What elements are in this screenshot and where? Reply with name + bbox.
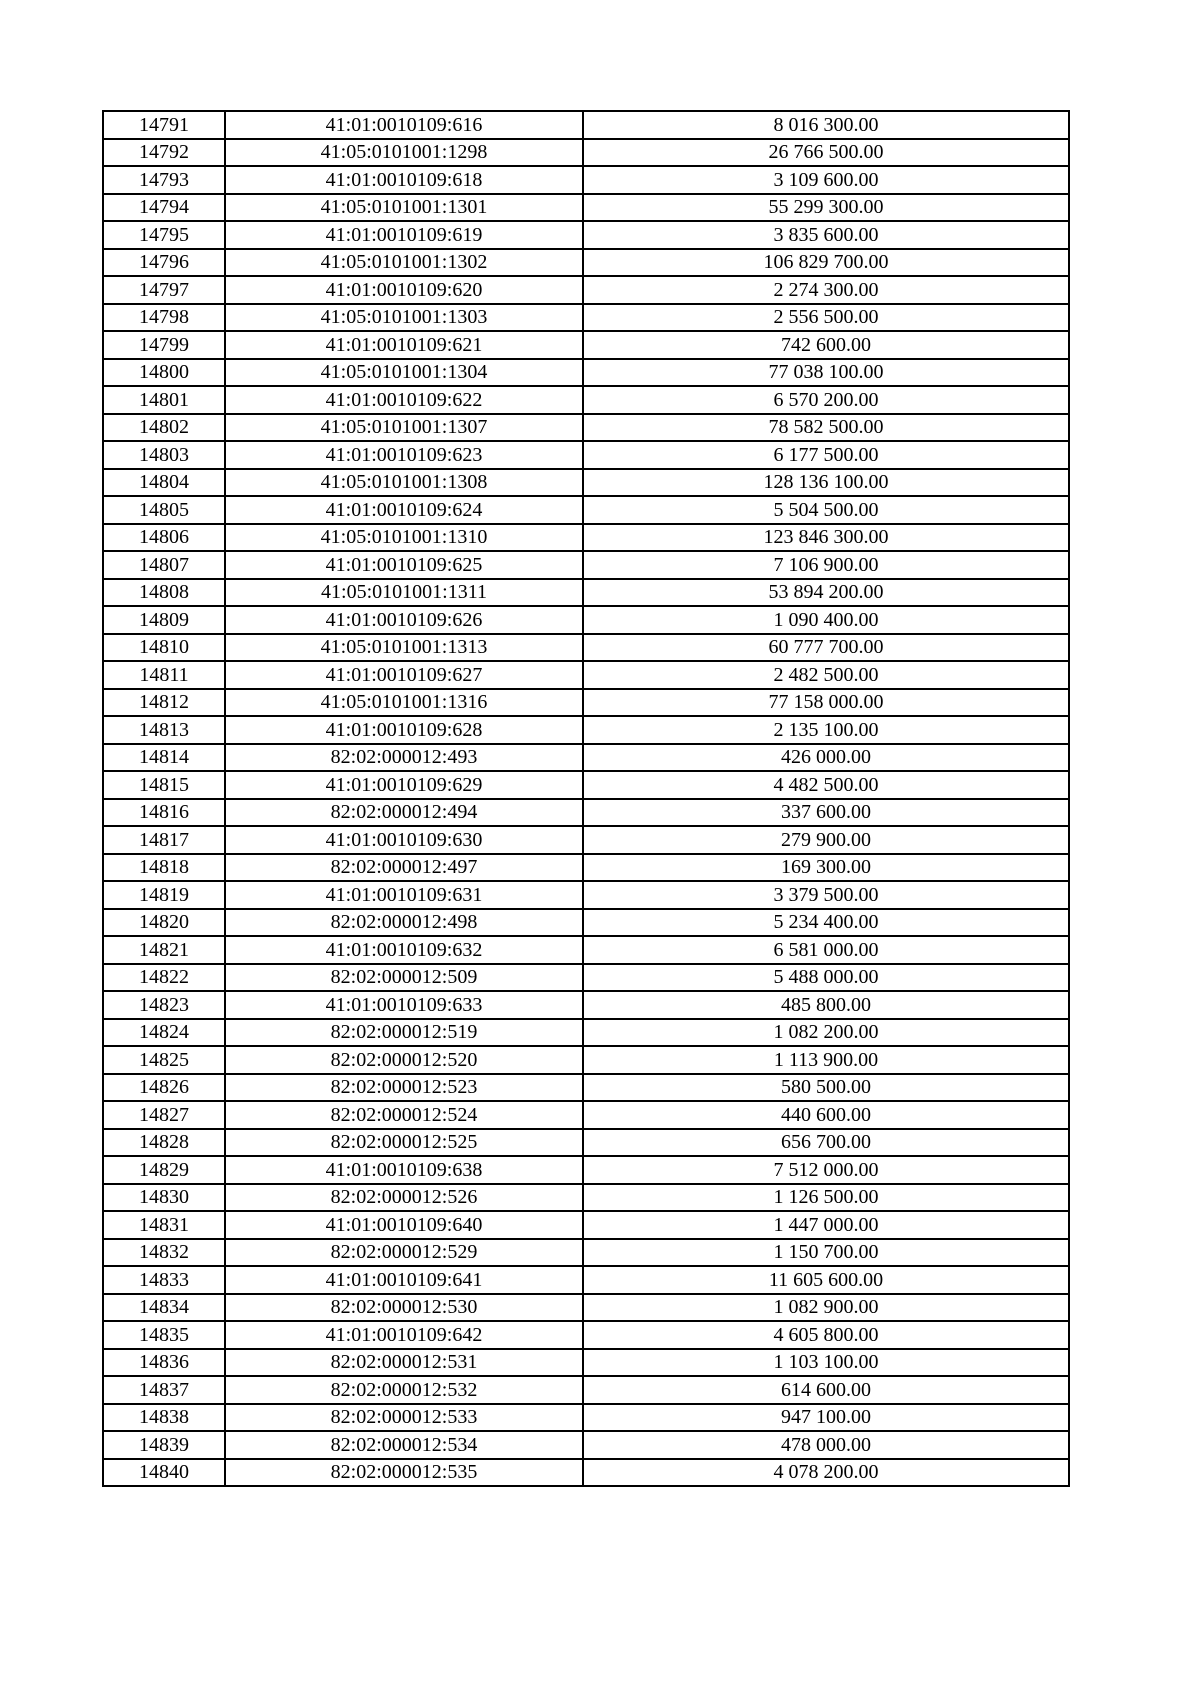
cadastral-number-cell: 41:01:0010109:627	[225, 661, 583, 689]
cadastral-number-cell: 82:02:000012:532	[225, 1376, 583, 1404]
cadastral-number-cell: 82:02:000012:530	[225, 1294, 583, 1322]
cadastral-value-cell: 1 150 700.00	[583, 1239, 1069, 1267]
table-row	[103, 744, 1069, 772]
cadastral-value-cell: 5 504 500.00	[583, 496, 1069, 524]
table-row	[103, 386, 1069, 414]
cadastral-number-cell: 41:01:0010109:642	[225, 1321, 583, 1349]
cadastral-number-cell: 41:01:0010109:616	[225, 111, 583, 139]
cadastral-number-cell: 41:01:0010109:629	[225, 771, 583, 799]
table-row	[103, 1019, 1069, 1047]
cadastral-value-cell: 26 766 500.00	[583, 139, 1069, 167]
row-number-cell: 14840	[103, 1459, 225, 1487]
row-number-cell: 14809	[103, 606, 225, 634]
table-body	[103, 111, 1069, 1486]
cadastral-value-cell: 6 581 000.00	[583, 936, 1069, 964]
cadastral-number-cell: 41:01:0010109:632	[225, 936, 583, 964]
cadastral-number-cell: 82:02:000012:525	[225, 1129, 583, 1157]
cadastral-number-cell: 41:05:0101001:1298	[225, 139, 583, 167]
row-number-cell: 14799	[103, 331, 225, 359]
cadastral-value-cell: 106 829 700.00	[583, 249, 1069, 277]
row-number-cell: 14832	[103, 1239, 225, 1267]
table-row	[103, 441, 1069, 469]
cadastral-number-cell: 41:01:0010109:621	[225, 331, 583, 359]
table-row	[103, 606, 1069, 634]
cadastral-value-cell: 60 777 700.00	[583, 634, 1069, 662]
row-number-cell: 14800	[103, 359, 225, 387]
row-number-cell: 14815	[103, 771, 225, 799]
row-number-cell: 14831	[103, 1211, 225, 1239]
table-row	[103, 1376, 1069, 1404]
cadastral-number-cell: 41:05:0101001:1303	[225, 304, 583, 332]
cadastral-number-cell: 41:05:0101001:1313	[225, 634, 583, 662]
cadastral-number-cell: 41:05:0101001:1316	[225, 689, 583, 717]
cadastral-value-cell: 1 126 500.00	[583, 1184, 1069, 1212]
table-row	[103, 964, 1069, 992]
cadastral-value-cell: 1 082 900.00	[583, 1294, 1069, 1322]
cadastral-number-cell: 41:05:0101001:1311	[225, 579, 583, 607]
cadastral-number-cell: 41:01:0010109:631	[225, 881, 583, 909]
cadastral-number-cell: 82:02:000012:519	[225, 1019, 583, 1047]
cadastral-value-cell: 478 000.00	[583, 1431, 1069, 1459]
cadastral-value-cell: 1 113 900.00	[583, 1046, 1069, 1074]
table-row	[103, 496, 1069, 524]
row-number-cell: 14834	[103, 1294, 225, 1322]
cadastral-number-cell: 82:02:000012:529	[225, 1239, 583, 1267]
cadastral-number-cell: 82:02:000012:531	[225, 1349, 583, 1377]
table-row	[103, 1239, 1069, 1267]
cadastral-number-cell: 41:01:0010109:626	[225, 606, 583, 634]
cadastral-value-cell: 1 090 400.00	[583, 606, 1069, 634]
cadastral-value-cell: 8 016 300.00	[583, 111, 1069, 139]
row-number-cell: 14830	[103, 1184, 225, 1212]
table-row	[103, 1459, 1069, 1487]
table-row	[103, 826, 1069, 854]
cadastral-value-cell: 5 234 400.00	[583, 909, 1069, 937]
cadastral-number-cell: 41:01:0010109:638	[225, 1156, 583, 1184]
table-row	[103, 1156, 1069, 1184]
cadastral-value-cell: 2 482 500.00	[583, 661, 1069, 689]
row-number-cell: 14820	[103, 909, 225, 937]
cadastral-number-cell: 41:01:0010109:622	[225, 386, 583, 414]
row-number-cell: 14791	[103, 111, 225, 139]
row-number-cell: 14802	[103, 414, 225, 442]
cadastral-value-cell: 4 482 500.00	[583, 771, 1069, 799]
cadastral-value-cell: 123 846 300.00	[583, 524, 1069, 552]
cadastral-number-cell: 41:05:0101001:1302	[225, 249, 583, 277]
table-row	[103, 689, 1069, 717]
cadastral-number-cell: 41:01:0010109:641	[225, 1266, 583, 1294]
cadastral-value-cell: 614 600.00	[583, 1376, 1069, 1404]
cadastral-number-cell: 82:02:000012:534	[225, 1431, 583, 1459]
cadastral-number-cell: 82:02:000012:497	[225, 854, 583, 882]
table-row	[103, 634, 1069, 662]
row-number-cell: 14794	[103, 194, 225, 222]
table-row	[103, 1404, 1069, 1432]
table-row	[103, 1349, 1069, 1377]
cadastral-number-cell: 82:02:000012:533	[225, 1404, 583, 1432]
row-number-cell: 14837	[103, 1376, 225, 1404]
row-number-cell: 14798	[103, 304, 225, 332]
row-number-cell: 14838	[103, 1404, 225, 1432]
table-row	[103, 799, 1069, 827]
row-number-cell: 14812	[103, 689, 225, 717]
table-row	[103, 1046, 1069, 1074]
cadastral-value-cell: 2 135 100.00	[583, 716, 1069, 744]
cadastral-number-cell: 41:01:0010109:628	[225, 716, 583, 744]
row-number-cell: 14835	[103, 1321, 225, 1349]
row-number-cell: 14826	[103, 1074, 225, 1102]
cadastral-number-cell: 41:05:0101001:1304	[225, 359, 583, 387]
table-row	[103, 1294, 1069, 1322]
row-number-cell: 14823	[103, 991, 225, 1019]
table-row	[103, 881, 1069, 909]
row-number-cell: 14811	[103, 661, 225, 689]
table-row	[103, 909, 1069, 937]
table-row	[103, 1211, 1069, 1239]
row-number-cell: 14813	[103, 716, 225, 744]
row-number-cell: 14807	[103, 551, 225, 579]
cadastral-value-cell: 4 078 200.00	[583, 1459, 1069, 1487]
row-number-cell: 14827	[103, 1101, 225, 1129]
cadastral-value-cell: 11 605 600.00	[583, 1266, 1069, 1294]
row-number-cell: 14797	[103, 276, 225, 304]
table-row	[103, 854, 1069, 882]
table-row	[103, 194, 1069, 222]
row-number-cell: 14839	[103, 1431, 225, 1459]
cadastral-value-cell: 55 299 300.00	[583, 194, 1069, 222]
cadastral-value-cell: 3 835 600.00	[583, 221, 1069, 249]
row-number-cell: 14808	[103, 579, 225, 607]
cadastral-value-cell: 1 103 100.00	[583, 1349, 1069, 1377]
row-number-cell: 14816	[103, 799, 225, 827]
cadastral-number-cell: 41:05:0101001:1308	[225, 469, 583, 497]
cadastral-value-cell: 4 605 800.00	[583, 1321, 1069, 1349]
cadastral-value-cell: 6 570 200.00	[583, 386, 1069, 414]
cadastral-value-cell: 1 447 000.00	[583, 1211, 1069, 1239]
cadastral-number-cell: 41:01:0010109:630	[225, 826, 583, 854]
row-number-cell: 14793	[103, 166, 225, 194]
table-row	[103, 1431, 1069, 1459]
cadastral-number-cell: 41:01:0010109:624	[225, 496, 583, 524]
row-number-cell: 14818	[103, 854, 225, 882]
cadastral-value-cell: 7 512 000.00	[583, 1156, 1069, 1184]
cadastral-value-table	[102, 110, 1070, 1487]
row-number-cell: 14810	[103, 634, 225, 662]
cadastral-value-cell: 5 488 000.00	[583, 964, 1069, 992]
cadastral-value-cell: 2 556 500.00	[583, 304, 1069, 332]
table-row	[103, 1266, 1069, 1294]
cadastral-value-cell: 7 106 900.00	[583, 551, 1069, 579]
row-number-cell: 14814	[103, 744, 225, 772]
cadastral-value-cell: 1 082 200.00	[583, 1019, 1069, 1047]
table-row	[103, 661, 1069, 689]
cadastral-number-cell: 82:02:000012:524	[225, 1101, 583, 1129]
row-number-cell: 14829	[103, 1156, 225, 1184]
row-number-cell: 14833	[103, 1266, 225, 1294]
table-row	[103, 551, 1069, 579]
cadastral-number-cell: 41:05:0101001:1301	[225, 194, 583, 222]
cadastral-value-cell: 3 379 500.00	[583, 881, 1069, 909]
cadastral-value-cell: 2 274 300.00	[583, 276, 1069, 304]
cadastral-value-cell: 279 900.00	[583, 826, 1069, 854]
cadastral-value-cell: 3 109 600.00	[583, 166, 1069, 194]
cadastral-number-cell: 82:02:000012:498	[225, 909, 583, 937]
table-row	[103, 139, 1069, 167]
cadastral-value-cell: 6 177 500.00	[583, 441, 1069, 469]
table-row	[103, 524, 1069, 552]
row-number-cell: 14819	[103, 881, 225, 909]
cadastral-number-cell: 82:02:000012:493	[225, 744, 583, 772]
table-row	[103, 579, 1069, 607]
table-row	[103, 414, 1069, 442]
row-number-cell: 14806	[103, 524, 225, 552]
cadastral-value-cell: 169 300.00	[583, 854, 1069, 882]
row-number-cell: 14821	[103, 936, 225, 964]
cadastral-number-cell: 41:01:0010109:619	[225, 221, 583, 249]
table-row	[103, 111, 1069, 139]
cadastral-number-cell: 82:02:000012:523	[225, 1074, 583, 1102]
cadastral-value-cell: 337 600.00	[583, 799, 1069, 827]
table-row	[103, 716, 1069, 744]
row-number-cell: 14796	[103, 249, 225, 277]
cadastral-value-cell: 742 600.00	[583, 331, 1069, 359]
cadastral-number-cell: 41:01:0010109:640	[225, 1211, 583, 1239]
cadastral-number-cell: 41:05:0101001:1310	[225, 524, 583, 552]
table-row	[103, 936, 1069, 964]
cadastral-value-cell: 656 700.00	[583, 1129, 1069, 1157]
table-row	[103, 469, 1069, 497]
row-number-cell: 14792	[103, 139, 225, 167]
cadastral-value-cell: 485 800.00	[583, 991, 1069, 1019]
table-row	[103, 991, 1069, 1019]
table-row	[103, 331, 1069, 359]
row-number-cell: 14801	[103, 386, 225, 414]
cadastral-value-cell: 947 100.00	[583, 1404, 1069, 1432]
table-row	[103, 1321, 1069, 1349]
cadastral-number-cell: 82:02:000012:526	[225, 1184, 583, 1212]
table-row	[103, 1101, 1069, 1129]
cadastral-value-cell: 53 894 200.00	[583, 579, 1069, 607]
table-row	[103, 1074, 1069, 1102]
cadastral-number-cell: 82:02:000012:494	[225, 799, 583, 827]
cadastral-value-cell: 78 582 500.00	[583, 414, 1069, 442]
table-row	[103, 276, 1069, 304]
row-number-cell: 14825	[103, 1046, 225, 1074]
cadastral-value-cell: 128 136 100.00	[583, 469, 1069, 497]
cadastral-value-cell: 77 038 100.00	[583, 359, 1069, 387]
cadastral-number-cell: 41:01:0010109:623	[225, 441, 583, 469]
cadastral-number-cell: 41:01:0010109:625	[225, 551, 583, 579]
cadastral-number-cell: 82:02:000012:535	[225, 1459, 583, 1487]
cadastral-number-cell: 82:02:000012:520	[225, 1046, 583, 1074]
table-row	[103, 249, 1069, 277]
row-number-cell: 14828	[103, 1129, 225, 1157]
table-row	[103, 304, 1069, 332]
table-row	[103, 166, 1069, 194]
cadastral-value-cell: 426 000.00	[583, 744, 1069, 772]
table-row	[103, 1129, 1069, 1157]
cadastral-number-cell: 41:05:0101001:1307	[225, 414, 583, 442]
row-number-cell: 14824	[103, 1019, 225, 1047]
cadastral-value-cell: 440 600.00	[583, 1101, 1069, 1129]
row-number-cell: 14836	[103, 1349, 225, 1377]
cadastral-number-cell: 41:01:0010109:618	[225, 166, 583, 194]
row-number-cell: 14805	[103, 496, 225, 524]
table-row	[103, 221, 1069, 249]
row-number-cell: 14817	[103, 826, 225, 854]
row-number-cell: 14822	[103, 964, 225, 992]
row-number-cell: 14795	[103, 221, 225, 249]
table-row	[103, 359, 1069, 387]
row-number-cell: 14803	[103, 441, 225, 469]
cadastral-value-cell: 77 158 000.00	[583, 689, 1069, 717]
table-row	[103, 771, 1069, 799]
cadastral-number-cell: 41:01:0010109:620	[225, 276, 583, 304]
cadastral-number-cell: 82:02:000012:509	[225, 964, 583, 992]
cadastral-number-cell: 41:01:0010109:633	[225, 991, 583, 1019]
table-row	[103, 1184, 1069, 1212]
row-number-cell: 14804	[103, 469, 225, 497]
cadastral-value-cell: 580 500.00	[583, 1074, 1069, 1102]
